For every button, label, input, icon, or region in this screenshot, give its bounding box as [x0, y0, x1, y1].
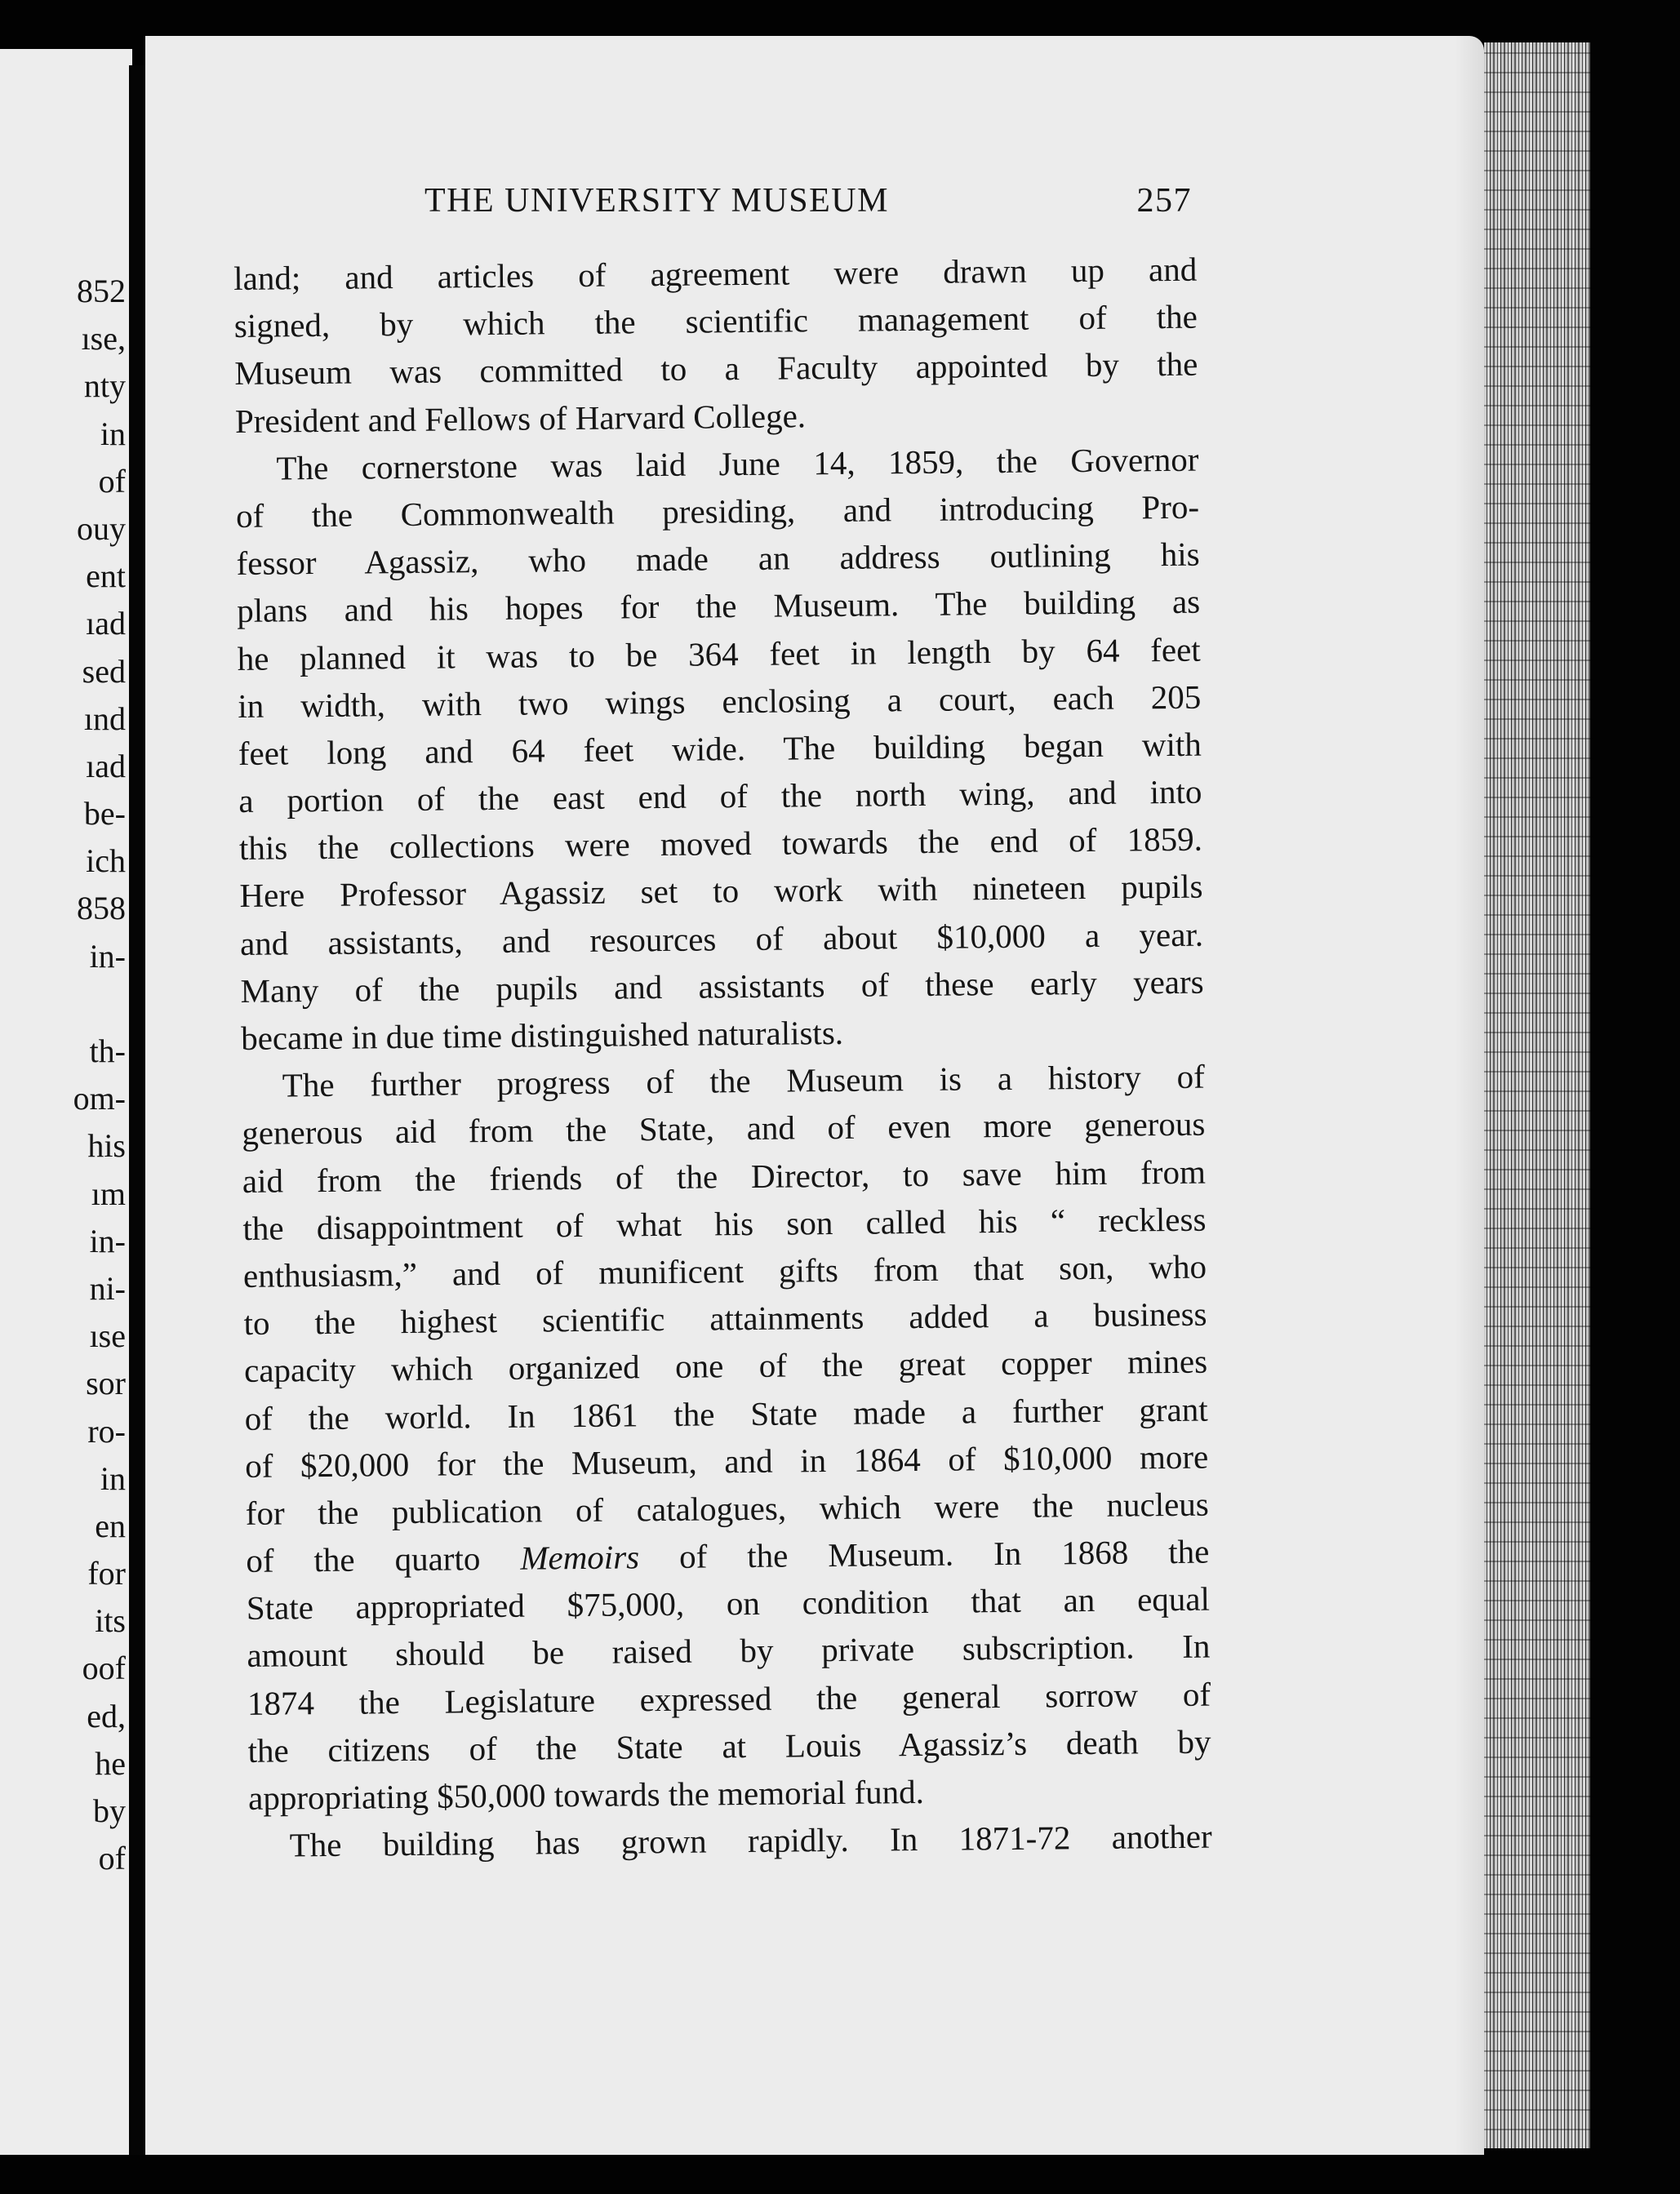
left-fragment-line: ni- [89, 1269, 126, 1307]
paragraph-first-line: The cornerstone was laid June 14, 1859, the Governor [276, 440, 1199, 487]
text-line: of the world. In 1861 the State made a further grant [244, 1390, 1208, 1437]
text-line: plans and his hopes for the Museum. The building as [236, 582, 1201, 630]
left-fragment-line: ım [91, 1175, 126, 1212]
running-head [278, 181, 1192, 230]
left-fragment-line: ınd [83, 700, 126, 737]
text-line: the disappointment of what his son called his “ reckless [242, 1200, 1207, 1247]
left-fragment-line: ouy [77, 509, 126, 547]
text-line: signed, by which the scientific management of the [233, 297, 1198, 345]
text-line: Here Professor Agassiz set to work with nineteen pupils [239, 868, 1203, 915]
left-fragment-line: he [95, 1744, 126, 1782]
text-line: for the publication of catalogues, which were the nucleus [245, 1485, 1209, 1532]
left-fragment-line: th- [89, 1033, 126, 1069]
left-fragment-line: oof [82, 1650, 126, 1687]
background-right [1590, 0, 1680, 2194]
text-line: aid from the friends of the Director, to save him from [242, 1153, 1207, 1200]
body-text [233, 246, 1212, 1870]
left-fragment-line: ent [86, 557, 126, 595]
left-fragment-line: be- [83, 795, 126, 833]
text-line: in width, with two wings enclosing a court, each 205 [238, 677, 1202, 725]
text-line: enthusiasm,” and of munificent gifts from that son, who [242, 1247, 1207, 1295]
text-line: amount should be raised by private subscription. In [247, 1628, 1211, 1675]
text-line: this the collections were moved towards the end of 1859. [238, 819, 1203, 868]
left-fragment-line: nty [83, 367, 126, 405]
left-fragment-line: ıse [89, 1317, 126, 1355]
text-line: and assistants, and resources of about $10,000 a year. [239, 915, 1204, 962]
running-head-title: THE UNIVERSITY MUSEUM [424, 182, 889, 220]
text-line: of $20,000 for the Museum, and in 1864 of $10,000 more [245, 1437, 1209, 1485]
left-fragment-line: 858 [77, 890, 126, 927]
left-fragment-line: sed [82, 652, 126, 690]
left-fragment-line: sor [86, 1365, 126, 1402]
text-line: generous aid from the State, and of even more generous [242, 1104, 1206, 1153]
text-line: became in due time distinguished naturalists. [240, 1013, 844, 1057]
left-fragment-line: en [95, 1507, 126, 1544]
text-line: he planned it was to be 364 feet in length by 64 feet [237, 630, 1201, 677]
text-line: a portion of the east end of the north wing, and into [238, 772, 1202, 820]
page-fore-edges [1484, 42, 1590, 2148]
left-fragment-line: in [100, 415, 126, 452]
left-page-text-fragments [3, 268, 126, 1882]
left-fragment-line: its [95, 1602, 126, 1640]
text-segment: of the quarto [246, 1539, 521, 1579]
text-line: feet long and 64 feet wide. The building began with [238, 725, 1202, 772]
text-line: appropriating $50,000 towards the memorial fund. [247, 1772, 925, 1817]
left-fragment-line: in [100, 1459, 126, 1497]
left-fragment-line: by [93, 1792, 126, 1829]
left-fragment-line: ed, [87, 1697, 126, 1734]
left-fragment-line: ıse, [81, 320, 126, 358]
text-line: fessor Agassiz, who made an address outlining his [236, 535, 1200, 583]
text-line: land; and articles of agreement were drawn up and [233, 250, 1198, 297]
italic-title-memoirs: Memoirs [520, 1538, 640, 1577]
text-line: President and Fellows of Harvard College. [234, 396, 807, 440]
text-line: capacity which organized one of the great copper mines [243, 1342, 1208, 1390]
text-line: Many of the pupils and assistants of these early years [240, 962, 1204, 1010]
text-line: State appropriated $75,000, on condition that an equal [246, 1579, 1211, 1628]
paragraph-first-line: The building has grown rapidly. In 1871-72 another [289, 1817, 1212, 1864]
text-line: of the Commonwealth presiding, and introducing Pro- [235, 487, 1200, 535]
left-fragment-line: ıad [86, 747, 126, 784]
left-fragment-line: ıad [86, 605, 126, 642]
page-number: 257 [1136, 182, 1192, 220]
left-fragment-line: om- [73, 1080, 126, 1117]
text-line: to the highest scientific attainments added a business [243, 1295, 1207, 1343]
text-segment: of the Museum. In 1868 the [638, 1532, 1210, 1576]
left-fragment-line: for [87, 1555, 126, 1592]
left-fragment-line: his [87, 1127, 126, 1165]
left-fragment-line: ich [86, 842, 126, 880]
left-page [0, 49, 132, 2155]
left-fragment-line: 852 [77, 273, 126, 309]
left-fragment-line: of [98, 1840, 126, 1877]
left-fragment-line [3, 980, 126, 1028]
paragraph-first-line: The further progress of the Museum is a history of [282, 1057, 1205, 1104]
left-fragment-line: of [98, 462, 126, 500]
left-fragment-line: in- [89, 937, 126, 975]
text-line: 1874 the Legislature expressed the general sorrow of [247, 1675, 1211, 1722]
left-fragment-line: ro- [87, 1412, 126, 1450]
text-line: the citizens of the State at Louis Agassiz’s death by [247, 1722, 1211, 1770]
text-line: Museum was committed to a Faculty appointed by the [234, 345, 1198, 393]
left-fragment-line: in- [89, 1222, 126, 1259]
